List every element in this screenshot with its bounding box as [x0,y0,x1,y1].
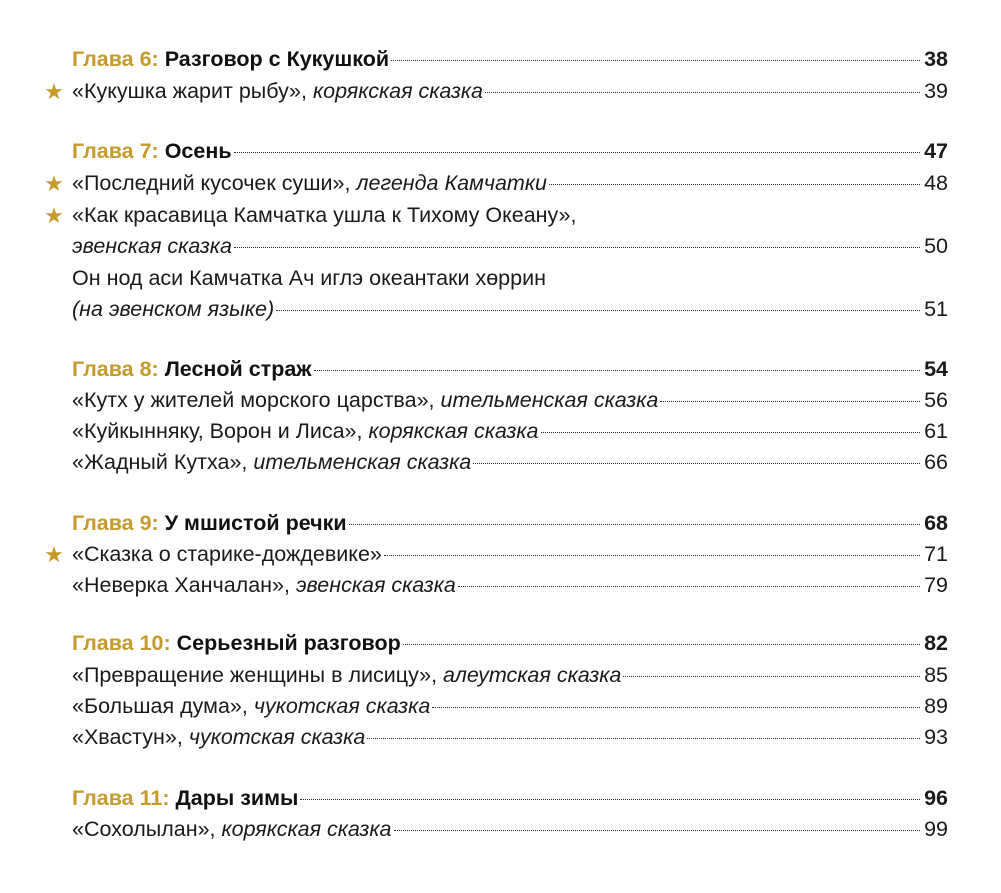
entry-title: «Сохолылан», [72,817,216,841]
page-number: 68 [924,511,948,535]
entry-subtitle: эвенская сказка [72,234,232,258]
star-icon: ★ [44,171,64,196]
entry-subtitle: ительменская сказка [253,450,472,474]
chapter-title: Лесной страж [164,357,312,381]
toc-entry-line2[interactable] [72,230,948,262]
page-number: 54 [924,357,948,381]
chapter-title: Разговор с Кукушкой [164,47,390,71]
entry-title: «Хвастун», [72,725,183,749]
dot-leader [394,830,921,831]
entry-title: «Жадный Кутха», [72,450,248,474]
page-number: 82 [924,631,948,655]
toc-entry[interactable] [72,690,948,722]
entry-subtitle: легенда Камчатки [356,171,547,195]
dot-leader [458,586,920,587]
chapter-label: Глава 11: [72,786,170,810]
toc-entry[interactable] [72,569,948,601]
toc-entry[interactable] [72,415,948,447]
entry-title: «Кукушка жарит рыбу», [72,79,307,103]
entry-title: «Кутх у жителей морского царства», [72,388,435,412]
page-number: 89 [924,694,948,718]
dot-leader [276,310,920,311]
star-icon: ★ [44,542,64,567]
page-number: 99 [924,817,948,841]
page-number: 96 [924,786,948,810]
entry-subtitle: корякская сказка [221,817,392,841]
chapter-7-heading[interactable] [72,135,948,167]
page-number: 48 [924,171,948,195]
page-number: 38 [924,47,948,71]
page-number: 56 [924,388,948,412]
toc-entry[interactable] [72,721,948,753]
toc-entry-line1[interactable] [72,199,948,231]
dot-leader [367,738,920,739]
dot-leader [384,555,920,556]
chapter-label: Глава 7: [72,139,159,163]
page-number: 50 [924,234,948,258]
chapter-8-heading[interactable] [72,353,948,385]
toc-entry-line1[interactable] [72,262,948,294]
chapter-title: Осень [164,139,232,163]
dot-leader [549,184,920,185]
dot-leader [485,92,920,93]
page-number: 71 [924,542,948,566]
star-icon: ★ [44,79,64,104]
chapter-title: Серьезный разговор [176,631,401,655]
dot-leader [234,247,920,248]
entry-title: «Неверка Ханчалан», [72,573,290,597]
chapter-label: Глава 8: [72,357,159,381]
toc-entry-line2[interactable] [72,293,948,325]
page-number: 93 [924,725,948,749]
entry-subtitle: (на эвенском языке) [72,297,275,321]
dot-leader [314,370,921,371]
toc-entry[interactable] [72,384,948,416]
dot-leader [300,799,920,800]
chapter-6-heading[interactable] [72,43,948,75]
dot-leader [660,401,920,402]
entry-subtitle: эвенская сказка [295,573,456,597]
chapter-10-heading[interactable] [72,627,948,659]
page-number: 79 [924,573,948,597]
dot-leader [432,707,920,708]
dot-leader [541,432,921,433]
toc-entry[interactable] [72,538,948,570]
entry-subtitle: чукотская сказка [253,694,431,718]
entry-subtitle: корякская сказка [312,79,484,103]
chapter-11-heading[interactable] [72,782,948,814]
chapter-title: У мшистой речки [164,511,347,535]
chapter-9-heading[interactable] [72,507,948,539]
toc-entry[interactable] [72,167,948,199]
entry-title: «Превращение женщины в лисицу», [72,663,438,687]
toc-entry[interactable] [72,813,948,845]
entry-title: «Большая дума», [72,694,248,718]
dot-leader [403,644,920,645]
page-number: 85 [924,663,948,687]
dot-leader [473,463,920,464]
entry-title: «Сказка о старике-дождевике» [72,542,382,566]
dot-leader [349,524,920,525]
dot-leader [234,152,921,153]
entry-title: «Последний кусочек суши», [72,171,351,195]
page-number: 61 [924,419,948,443]
dot-leader [623,676,920,677]
toc-entry[interactable] [72,446,948,478]
dot-leader [391,60,920,61]
page-number: 66 [924,450,948,474]
entry-title: Он нод аси Камчатка Ач иглэ океантаки хөррин [72,266,546,290]
entry-title: «Куйкынняку, Ворон и Лиса», [72,419,363,443]
chapter-label: Глава 10: [72,631,171,655]
entry-subtitle: чукотская сказка [188,725,366,749]
chapter-title: Дары зимы [175,786,299,810]
toc-entry[interactable] [72,75,948,107]
toc-entry[interactable] [72,659,948,691]
chapter-label: Глава 9: [72,511,159,535]
entry-subtitle: ительменская сказка [440,388,659,412]
page-number: 51 [924,297,948,321]
chapter-label: Глава 6: [72,47,159,71]
page-number: 47 [924,139,948,163]
entry-subtitle: корякская сказка [368,419,539,443]
page-number: 39 [924,79,948,103]
entry-title: «Как красавица Камчатка ушла к Тихому Океану», [72,203,577,227]
entry-subtitle: алеутская сказка [443,663,622,687]
star-icon: ★ [44,203,64,228]
